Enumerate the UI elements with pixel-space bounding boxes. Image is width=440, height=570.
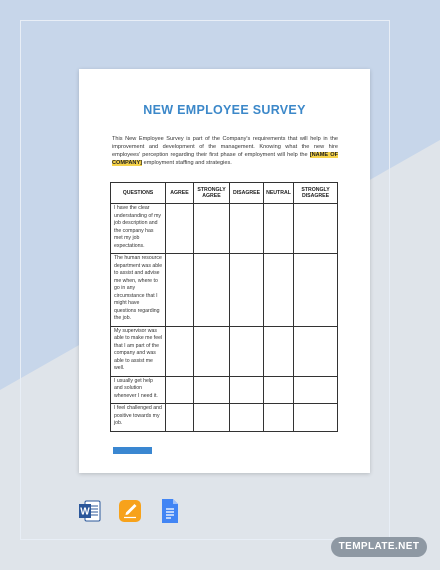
survey-table (110, 182, 338, 432)
header-neutral: NEUTRAL (264, 183, 294, 204)
company-name-placeholder: [NAME OF COMPANY] (112, 152, 339, 166)
word-letter: W (80, 506, 90, 518)
answer-cell[interactable] (194, 204, 230, 254)
app-icons (79, 498, 189, 528)
question-cell: I feel challenged and positive towards my job. (111, 404, 166, 432)
google-docs-icon[interactable] (159, 498, 181, 524)
table-row (111, 404, 338, 432)
answer-cell[interactable] (194, 326, 230, 376)
answer-cell[interactable] (166, 326, 194, 376)
header-strongly-disagree: STRONGLY DISAGREE (294, 183, 338, 204)
question-cell: My supervisor was able to make me feel that I am part of the company and was able to assist me well. (111, 326, 166, 376)
table-header-row (111, 183, 338, 204)
table-row (111, 204, 338, 254)
answer-cell[interactable] (230, 404, 264, 432)
header-strongly-agree: STRONGLY AGREE (194, 183, 230, 204)
document-title: NEW EMPLOYEE SURVEY (143, 103, 306, 117)
answer-cell[interactable] (294, 254, 338, 327)
question-cell: The human resource department was able to assist and advise me when, where to go in any circumstance that I might have questions regarding the job. (111, 254, 166, 327)
brand-badge[interactable]: TEMPLATE.NET (331, 537, 427, 557)
answer-cell[interactable] (294, 376, 338, 404)
question-cell: I have the clear understanding of my job description and the company has met my job expectations. (111, 204, 166, 254)
intro-text: This New Employee Survey is part of the Company's requirements that will help in the improvement and development of the management. Knowing what the new hire employees' perception regarding their first phase of employment will help the (112, 136, 338, 158)
answer-cell[interactable] (264, 204, 294, 254)
answer-cell[interactable] (194, 254, 230, 327)
table-row (111, 326, 338, 376)
answer-cell[interactable] (230, 254, 264, 327)
answer-cell[interactable] (194, 404, 230, 432)
table-row (111, 254, 338, 327)
answer-cell[interactable] (194, 376, 230, 404)
table-row (111, 376, 338, 404)
answer-cell[interactable] (230, 326, 264, 376)
header-disagree: DISAGREE (230, 183, 264, 204)
answer-cell[interactable] (166, 404, 194, 432)
answer-cell[interactable] (264, 326, 294, 376)
intro-text-end: employment staffing and strategies. (142, 160, 232, 166)
answer-cell[interactable] (264, 376, 294, 404)
header-questions: QUESTIONS (111, 183, 166, 204)
document-page (79, 69, 370, 473)
answer-cell[interactable] (230, 376, 264, 404)
answer-cell[interactable] (294, 326, 338, 376)
answer-cell[interactable] (166, 376, 194, 404)
pages-icon[interactable] (119, 498, 141, 524)
answer-cell[interactable] (294, 204, 338, 254)
footer-accent-bar (113, 447, 152, 454)
question-cell: I usually get help and solution whenever I need it. (111, 376, 166, 404)
answer-cell[interactable] (166, 254, 194, 327)
answer-cell[interactable] (230, 204, 264, 254)
answer-cell[interactable] (264, 254, 294, 327)
intro-paragraph (112, 135, 338, 167)
header-agree: AGREE (166, 183, 194, 204)
answer-cell[interactable] (264, 404, 294, 432)
answer-cell[interactable] (166, 204, 194, 254)
answer-cell[interactable] (294, 404, 338, 432)
word-icon[interactable] (79, 498, 101, 524)
